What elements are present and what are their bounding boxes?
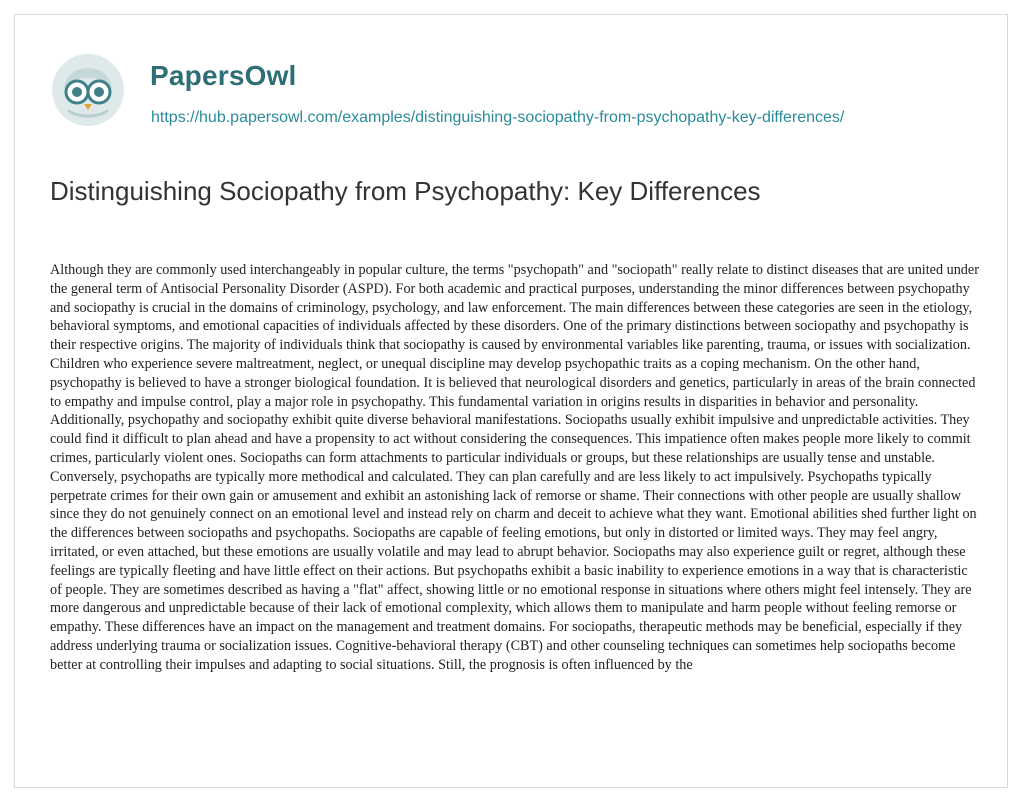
brand-name: PapersOwl bbox=[150, 60, 297, 91]
source-url-link[interactable]: https://hub.papersowl.com/examples/distinguishing-sociopathy-from-psychopathy-key-differences/ bbox=[151, 109, 845, 126]
document-body: Although they are commonly used interchangeably in popular culture, the terms "psychopath" and "sociopath" really relate to distinct diseases that are united under the general term of Antisocial Personality Disorder (ASPD). For both academic and practical purposes, understanding the minor differences between psychopathy and sociopathy is crucial in the domains of criminology, psychology, and law enforcement. The main differences between these categories are seen in the etiology, behavioral symptoms, and emotional capacities of individuals affected by these disorders. One of the primary distinctions between sociopathy and psychopathy is their respective origins. The majority of individuals think that sociopathy is caused by environmental variables like parenting, trauma, or issues with socialization. Children who experience severe maltreatment, neglect, or unequal discipline may develop psychopathic traits as a coping mechanism. On the other hand, psychopathy is believed to have a stronger biological foundation. It is believed that neurological disorders and genetics, particularly in areas of the brain connected to empathy and impulse control, play a major role in psychopathy. This fundamental variation in origins results in disparities in behavior and personality. Additionally, psychopathy and sociopathy exhibit quite diverse behavioral manifestations. Sociopaths usually exhibit impulsive and unpredictable activities. They could find it difficult to plan ahead and have a propensity to act without considering the consequences. This impatience often makes people more likely to commit crimes, particularly violent ones. Sociopaths can form attachments to particular individuals or groups, but these relationships are usually tense and unstable. Conversely, psychopaths are typically more methodical and calculated. They can plan carefully and are less likely to act impulsively. Psychopaths typically perpetrate crimes for their own gain or amusement and exhibit an astonishing lack of remorse or shame. Their connections with other people are usually shallow since they do not genuinely connect on an emotional level and instead rely on charm and deceit to achieve what they want. Emotional abilities shed further light on the differences between sociopaths and psychopaths. Sociopaths are capable of feeling emotions, but only in distorted or limited ways. They may feel angry, irritated, or even attached, but these emotions are usually volatile and may lead to abrupt behavior. Sociopaths may also experience guilt or regret, although these feelings are typically fleeting and have little effect on their actions. But psychopaths exhibit a basic inability to experience emotions in a way that is characteristic of people. They are sometimes described as having a "flat" affect, showing little or no emotional response in situations where others might feel intensely. They are more dangerous and unpredictable because of their lack of emotional complexity, which allows them to manipulate and harm people without feeling remorse or empathy. These differences have an impact on the management and treatment domains. For sociopaths, therapeutic methods may be beneficial, especially if they address underlying trauma or socialization issues. Cognitive-behavioral therapy (CBT) and other counseling techniques can sometimes help sociopaths become better at controlling their impulses and adapting to social situations. Still, the prognosis is often influenced by the bbox=[50, 262, 979, 673]
document-title: Distinguishing Sociopathy from Psychopathy: Key Differences bbox=[50, 176, 761, 206]
owl-logo-icon bbox=[50, 52, 126, 128]
site-header bbox=[50, 52, 990, 162]
